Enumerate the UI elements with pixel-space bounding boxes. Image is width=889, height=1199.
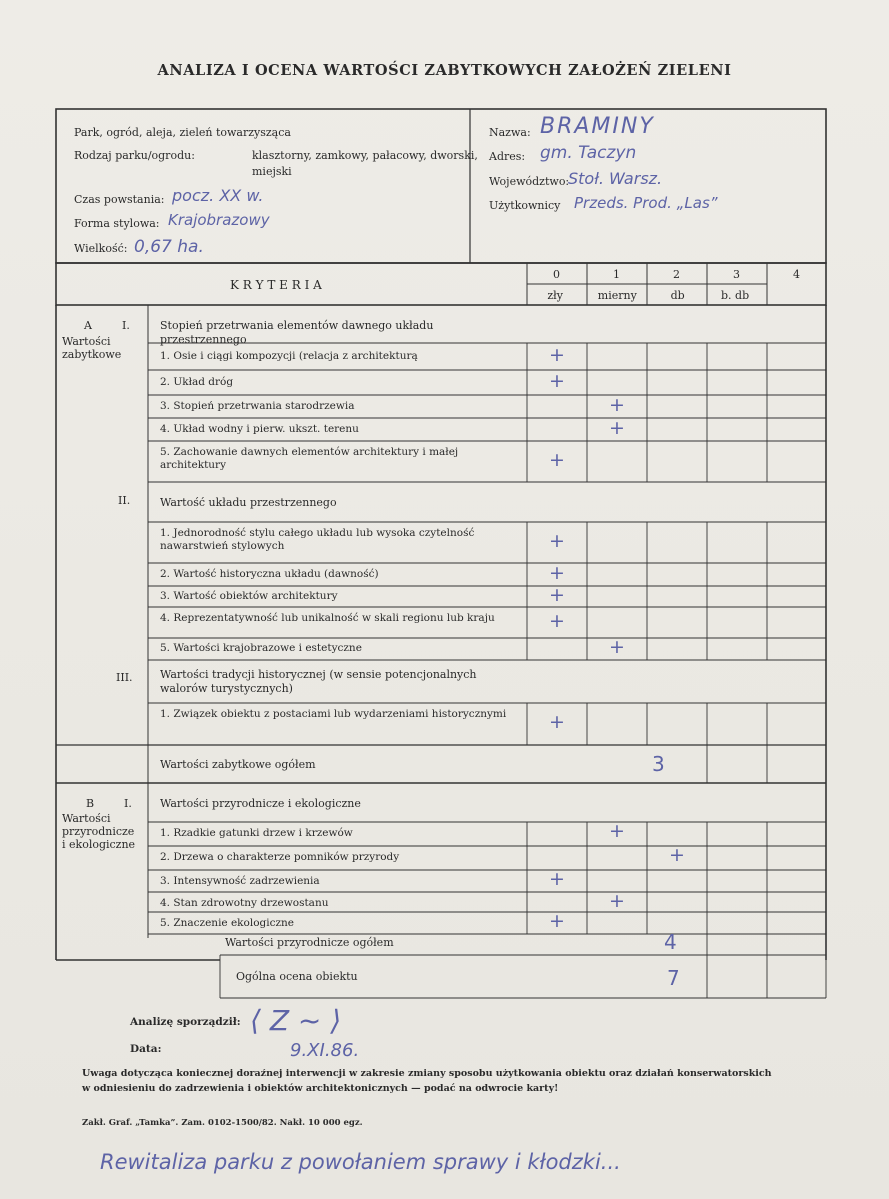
criterion-b1-5: 5. Znaczenie ekologiczne — [160, 917, 295, 929]
score-name-3: b. db — [721, 289, 750, 302]
criterion-b1-2: 2. Drzewa o charakterze pomników przyrody — [160, 851, 400, 863]
criterion-a1-2: 2. Układ dróg — [160, 375, 234, 388]
section-a-group-label: Wartości zabytkowe — [62, 335, 122, 361]
users-label: Użytkownicy — [489, 199, 561, 212]
time-label: Czas powstania: — [74, 193, 165, 206]
score-mark-a2-5: + — [609, 636, 625, 658]
score-mark-a3-1: + — [549, 711, 565, 733]
criterion-a1-4: 4. Układ wodny i pierw. ukszt. terenu — [160, 422, 359, 435]
users-value: Przeds. Prod. „Las” — [574, 194, 718, 212]
section-a-roman-3: III. — [116, 671, 133, 684]
section-a-total-value: 3 — [652, 752, 665, 776]
address-value: gm. Taczyn — [540, 143, 637, 163]
criterion-b1-1: 1. Rzadkie gatunki drzew i krzewów — [160, 827, 353, 839]
score-mark-a1-2: + — [549, 369, 565, 392]
criterion-a2-1: 1. Jednorodność stylu całego układu lub wysoka czytelność nawarstwień stylowych — [160, 527, 475, 552]
score-mark-a1-4: + — [609, 416, 625, 439]
criterion-a2-2: 2. Wartość historyczna układu (dawność) — [160, 567, 379, 580]
score-header-4: 4 — [793, 268, 800, 281]
voivodeship-label: Województwo: — [489, 175, 570, 188]
score-mark-a2-2: + — [549, 561, 565, 584]
group-title-a-1: Stopień przetrwania elementów dawnego układu przestrzennego — [160, 319, 434, 346]
score-mark-a1-3: + — [609, 393, 625, 416]
score-mark-b1-4: + — [609, 890, 625, 912]
criterion-a3-1: 1. Związek obiektu z postaciami lub wydarzeniami historycznymi — [160, 708, 507, 720]
score-name-1: mierny — [597, 289, 637, 302]
score-header-3: 3 — [733, 268, 740, 281]
criterion-a1-3: 3. Stopień przetrwania starodrzewia — [160, 399, 355, 412]
score-mark-a1-1: + — [549, 343, 565, 366]
score-mark-b1-5: + — [549, 910, 565, 932]
overall-label: Ogólna ocena obiektu — [236, 970, 358, 983]
date-value: 9.XI.86. — [290, 1040, 360, 1061]
voivodeship-value: Stoł. Warsz. — [568, 169, 663, 188]
criterion-a1-5: 5. Zachowanie dawnych elementów architektury i małej architektury — [160, 446, 459, 471]
signature: ⟨ Z ~ ⟩ — [250, 1004, 342, 1037]
score-name-0: zły — [547, 289, 563, 302]
size-value: 0,67 ha. — [134, 237, 204, 257]
section-b-group-label: Wartości przyrodnicze i ekologiczne — [62, 812, 136, 851]
criterion-b1-3: 3. Intensywność zadrzewienia — [160, 875, 320, 887]
date-label: Data: — [130, 1043, 162, 1055]
handwritten-note: Rewitaliza parku z powołaniem sprawy i kłodzki... — [100, 1150, 621, 1174]
score-mark-b1-2: + — [669, 844, 685, 866]
score-header-1: 1 — [613, 268, 620, 281]
section-b-roman-1: I. — [124, 797, 132, 810]
criterion-a2-5: 5. Wartości krajobrazowe i estetyczne — [160, 642, 362, 654]
score-mark-a2-4: + — [549, 609, 565, 632]
group-title-b-1: Wartości przyrodnicze i ekologiczne — [160, 797, 361, 810]
object-type-label: Park, ogród, aleja, zieleń towarzysząca — [74, 126, 291, 139]
note-line-2: w odniesieniu do zadrzewienia i obiektów architektonicznych — podać na odwrocie karty! — [82, 1083, 559, 1094]
criterion-a2-3: 3. Wartość obiektów architektury — [160, 589, 338, 602]
page-title: ANALIZA I OCENA WARTOŚCI ZABYTKOWYCH ZAŁOŻEŃ ZIELENI — [157, 62, 732, 79]
name-label: Nazwa: — [489, 126, 531, 139]
score-mark-a1-5: + — [549, 448, 565, 471]
score-header-2: 2 — [673, 268, 680, 281]
time-value: pocz. XX w. — [172, 186, 264, 205]
score-mark-a2-3: + — [549, 583, 565, 606]
section-b-total-label: Wartości przyrodnicze ogółem — [225, 936, 394, 949]
group-title-a-2: Wartość układu przestrzennego — [160, 496, 337, 509]
name-value: BRAMINY — [540, 114, 655, 139]
kind-label: Rodzaj parku/ogrodu: — [74, 149, 195, 162]
section-b-total-value: 4 — [664, 930, 677, 954]
criterion-b1-4: 4. Stan zdrowotny drzewostanu — [160, 897, 329, 909]
section-a-roman-1: I. — [122, 319, 130, 332]
style-label: Forma stylowa: — [74, 217, 160, 230]
kind-options: klasztorny, zamkowy, pałacowy, dworski, — [252, 149, 478, 162]
address-label: Adres: — [489, 150, 526, 163]
section-b-letter: B — [86, 797, 95, 810]
score-mark-b1-3: + — [549, 868, 565, 890]
score-mark-a2-1: + — [549, 529, 565, 552]
score-mark-b1-1: + — [609, 820, 625, 842]
criterion-a2-4: 4. Reprezentatywność lub unikalność w skali regionu lub kraju — [160, 612, 495, 624]
style-value: Krajobrazowy — [168, 211, 270, 229]
criterion-a1-1: 1. Osie i ciągi kompozycji (relacja z architekturą — [160, 349, 418, 362]
score-name-2: db — [670, 289, 685, 302]
criteria-heading: K R Y T E R I A — [230, 278, 322, 292]
note-line-1: Uwaga dotycząca koniecznej doraźnej interwencji w zakresie zmiany sposobu użytkowania obiektu oraz działań konserwatorskich — [82, 1068, 772, 1079]
printer-info: Zakł. Graf. „Tamka”. Zam. 0102-1500/82. Nakł. 10 000 egz. — [82, 1118, 363, 1128]
section-a-letter: A — [84, 319, 92, 332]
overall-value: 7 — [667, 966, 680, 990]
prepared-label: Analizę sporządził: — [130, 1016, 241, 1028]
score-header-0: 0 — [553, 268, 560, 281]
section-a-total-label: Wartości zabytkowe ogółem — [160, 758, 316, 771]
section-a-roman-2: II. — [118, 494, 131, 507]
kind-options-2: miejski — [252, 165, 292, 178]
group-title-a-3: Wartości tradycji historycznej (w sensie potencjonalnych walorów turystycznych) — [160, 668, 477, 695]
size-label: Wielkość: — [74, 242, 128, 255]
